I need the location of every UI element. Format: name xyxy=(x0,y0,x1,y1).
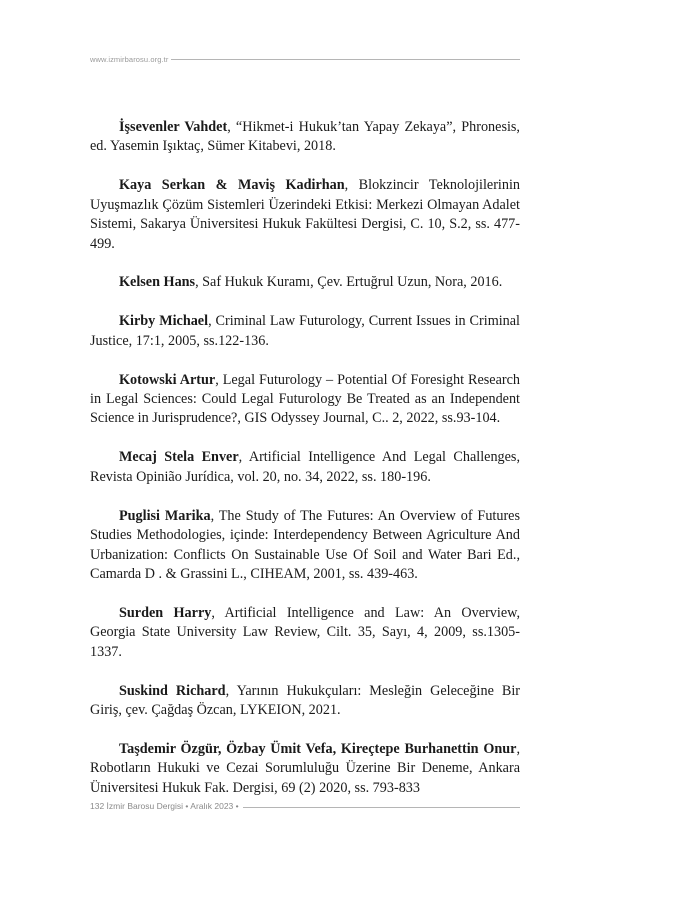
entry-author: Surden Harry xyxy=(119,604,212,621)
bibliography-entry xyxy=(90,740,520,798)
bibliography-entry xyxy=(90,507,520,585)
bibliography-entry xyxy=(90,118,520,157)
header-rule xyxy=(171,59,520,60)
entry-author: Kaya Serkan & Maviş Kadirhan xyxy=(119,177,345,194)
entry-text: , Artificial Intelligence and Law: An Overview, Georgia State University Law Review, Cilt. 35, Sayı, 4, 2009, ss.1305-1337. xyxy=(90,604,520,660)
bibliography-entry xyxy=(90,371,520,429)
entry-author: Mecaj Stela Enver xyxy=(119,449,239,466)
bibliography-entry xyxy=(90,604,520,662)
entry-author: Kirby Michael xyxy=(119,313,209,330)
entry-author: Kotowski Artur xyxy=(119,371,216,388)
entry-text: , Blokzincir Teknolojilerinin Uyuşmazlık Çözüm Sistemleri Üzerindeki Etkisi: Merkezi Olmayan Adalet Sistemi, Sakarya Üniversitesi Hukuk Fakültesi Dergisi, C. 10, S.2, ss. 477-499. xyxy=(90,177,521,252)
bibliography-entry xyxy=(90,273,520,292)
header-url: www.izmirbarosu.org.tr xyxy=(90,54,169,64)
bibliography-entry xyxy=(90,682,520,721)
entry-text: , Saf Hukuk Kuramı, Çev. Ertuğrul Uzun, Nora, 2016. xyxy=(195,274,503,291)
bibliography-entry xyxy=(90,312,520,351)
entry-text: , Criminal Law Futurology, Current Issues in Criminal Justice, 17:1, 2005, ss.122-136. xyxy=(90,313,520,349)
entry-author: Taşdemir Özgür, Özbay Ümit Vefa, Kireçtepe Burhanettin Onur xyxy=(119,740,517,757)
entry-author: Puglisi Marika xyxy=(119,507,211,524)
bibliography-entry xyxy=(90,176,520,254)
footer-text: 132 İzmir Barosu Dergisi • Aralık 2023 • xyxy=(90,801,239,811)
entry-text: , Artificial Intelligence And Legal Challenges, Revista Opinião Jurídica, vol. 20, no. 34, 2022, ss. 180-196. xyxy=(90,449,520,485)
entry-text: , Legal Futurology – Potential Of Foresight Research in Legal Sciences: Could Legal Futurology Be Treated as an Independent Science in Jurisprudence?, GIS Odyssey Journal, C.. 2, 2022, ss.93-104. xyxy=(90,371,521,427)
bibliography-entry xyxy=(90,448,520,487)
entry-text: , Yarının Hukukçuları: Mesleğin Geleceğine Bir Giriş, çev. Çağdaş Özcan, LYKEION, 2021. xyxy=(90,682,520,718)
entry-author: İşsevenler Vahdet xyxy=(119,119,228,135)
bibliography-list xyxy=(90,118,520,818)
page-footer xyxy=(90,799,520,813)
entry-text: , The Study of The Futures: An Overview of Futures Studies Methodologies, içinde: Interdependency Between Agriculture And Urbanization: Conflicts On Sustainable Use Of Soil and Water Bari Ed., Camarda D . & Grassini L., CIHEAM, 2001, ss. 439-463. xyxy=(90,507,520,582)
entry-text: , Robotların Hukuki ve Cezai Sorumluluğu Üzerine Bir Deneme, Ankara Üniversitesi Hukuk Fak. Dergisi, 69 (2) 2020, ss. 793-833 xyxy=(90,740,520,796)
entry-author: Kelsen Hans xyxy=(119,274,196,291)
page-header xyxy=(90,52,520,66)
entry-author: Suskind Richard xyxy=(119,682,226,699)
entry-text: , “Hikmet-i Hukuk’tan Yapay Zekaya”, Phronesis, ed. Yasemin Işıktaç, Sümer Kitabevi, 2018. xyxy=(90,119,520,155)
footer-rule xyxy=(243,807,520,808)
